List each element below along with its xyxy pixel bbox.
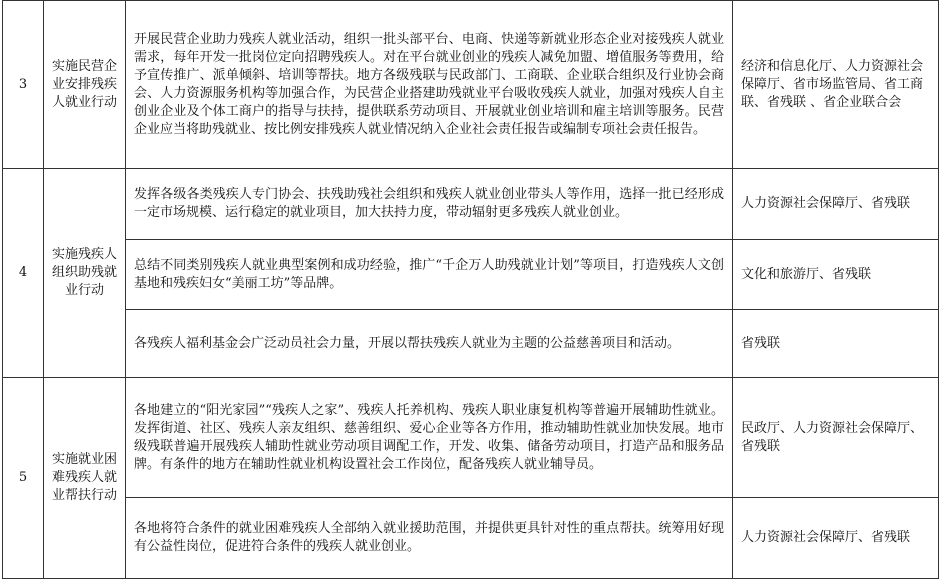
measure-text: 各地建立的“阳光家园”“残疾人之家”、残疾人托养机构、残疾人职业康复机构等普遍开展辅助性就业。发挥街道、社区、残疾人亲友组织、慈善组织、爱心企业等各方作用，推动辅助性就业加快发展。地市级残联普遍开展残疾人辅助性就业劳动项目调配工作，开发、收集、储备劳动项目，打造产品和服务品牌。有条件的地方在辅助性就业机构设置社会工作岗位，配备残疾人就业辅导员。: [126, 378, 733, 498]
responsible-departments: 文化和旅游厅、省残联: [733, 240, 939, 310]
responsible-departments: 经济和信息化厅、人力资源社会保障厅、省市场监管局、省工商联、省残联 、省企业联合会: [733, 1, 939, 169]
measure-text: 开展民营企业助力残疾人就业活动，组织一批头部平台、电商、快递等新就业形态企业对接残疾人就业需求，每年开发一批岗位定向招聘残疾人。对在平台就业创业的残疾人减免加盟、增值服务等费用，给予宣传推广、派单倾斜、培训等帮扶。地方各级残联与民政部门、工商联、企业联合组织及行业协会商会、人力资源服务机构等加强合作，为民营企业搭建助残就业平台吸收残疾人就业，加强对残疾人自主创业企业及个体工商户的指导与扶持，提供联系劳动项目、开展就业创业培训和雇主培训等服务。民营企业应当将助残就业、按比例安排残疾人就业情况纳入企业社会责任报告或编制专项社会责任报告。: [126, 1, 733, 169]
table-row: [3, 378, 939, 498]
measure-text: 各地将符合条件的就业困难残疾人全部纳入就业援助范围，并提供更具针对性的重点帮扶。统筹用好现有公益性岗位，促进符合条件的残疾人就业创业。: [126, 498, 733, 579]
responsible-departments: 民政厅、人力资源社会保障厅、省残联: [733, 378, 939, 498]
table-row: [3, 240, 939, 310]
row-number: 5: [3, 378, 44, 579]
measure-text: 总结不同类别残疾人就业典型案例和成功经验，推广“千企万人助残就业计划”等项目，打造残疾人文创基地和残疾妇女“美丽工坊”等品牌。: [126, 240, 733, 310]
responsible-departments: 人力资源社会保障厅、省残联: [733, 498, 939, 579]
policy-table: [2, 0, 939, 579]
action-title: 实施民营企业安排残疾人就业行动: [44, 1, 126, 169]
responsible-departments: 省残联: [733, 310, 939, 378]
table-row: [3, 310, 939, 378]
responsible-departments: 人力资源社会保障厅、省残联: [733, 169, 939, 240]
row-number: 4: [3, 169, 44, 378]
row-number: 3: [3, 1, 44, 169]
table-row: [3, 1, 939, 169]
table-row: [3, 498, 939, 579]
table-row: [3, 169, 939, 240]
measure-text: 各残疾人福利基金会广泛动员社会力量，开展以帮扶残疾人就业为主题的公益慈善项目和活动。: [126, 310, 733, 378]
action-title: 实施就业困难残疾人就业帮扶行动: [44, 378, 126, 579]
measure-text: 发挥各级各类残疾人专门协会、扶残助残社会组织和残疾人就业创业带头人等作用，选择一批已经形成一定市场规模、运行稳定的就业项目，加大扶持力度，带动辐射更多残疾人就业创业。: [126, 169, 733, 240]
action-title: 实施残疾人组织助残就业行动: [44, 169, 126, 378]
